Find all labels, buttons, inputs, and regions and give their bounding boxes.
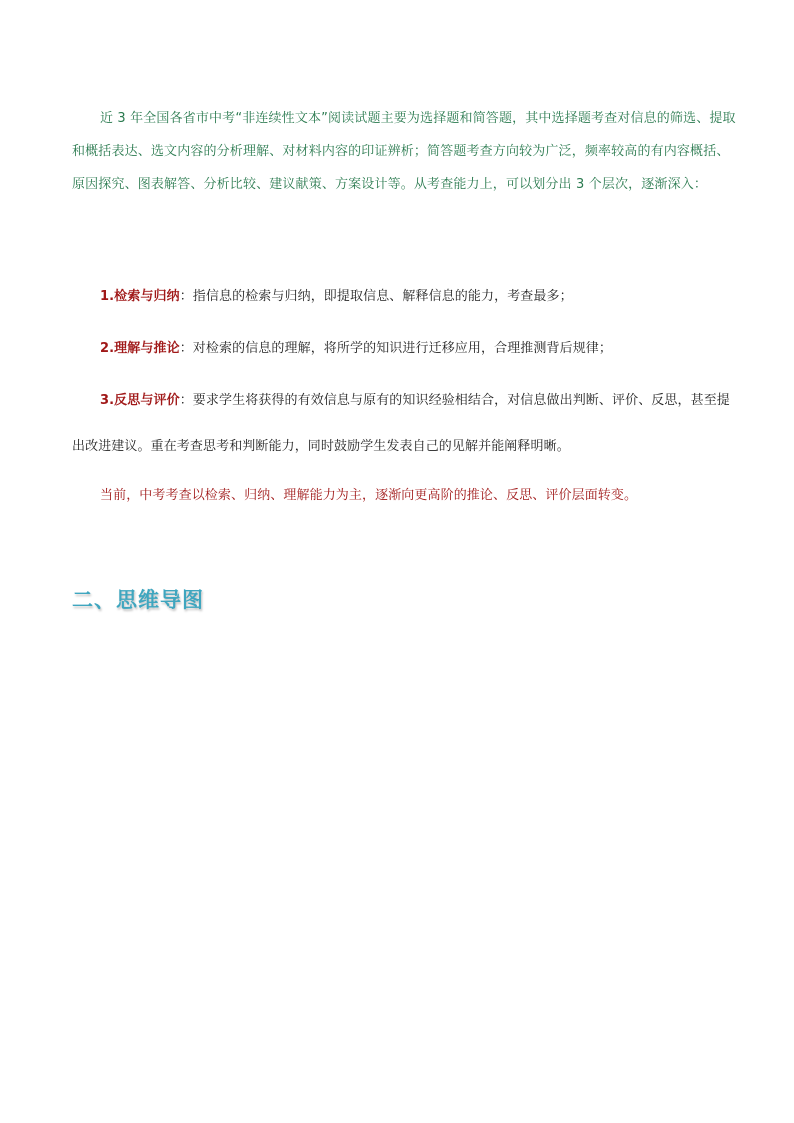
level-item-reflection: [72, 378, 742, 470]
level-item-retrieval: [72, 274, 742, 320]
level-item-inference: [72, 326, 742, 372]
level-description: ：指信息的检索与归纳，即提取信息、解释信息的能力，考查最多；: [179, 289, 573, 304]
level-label: 3.反思与评价: [100, 393, 180, 408]
section-heading-mindmap: 二、思维导图: [72, 588, 204, 612]
level-description: ：对检索的信息的理解，将所学的知识进行迁移应用，合理推测背后规律；: [179, 341, 612, 356]
intro-paragraph: 近 3 年全国各省市中考“非连续性文本”阅读试题主要为选择题和简答题，其中选择题考查对信息的筛选、提取和概括表达、选文内容的分析理解、对材料内容的印证辨析；简答题考查方向较为广泛，频率较高的有内容概括、原因探究、图表解答、分析比较、建议献策、方案设计等。从考查能力上，可以划分出 3 个层次，逐渐深入：: [72, 111, 736, 192]
level-label: 1.检索与归纳: [100, 289, 180, 304]
level-description: ：要求学生将获得的有效信息与原有的知识经验相结合，对信息做出判断、评价、反思，甚至提出改进建议。重在考查思考和判断能力，同时鼓励学生发表自己的见解并能阐释明晰。: [72, 393, 730, 454]
level-label: 2.理解与推论: [100, 341, 180, 356]
current-focus-paragraph: 当前，中考考查以检索、归纳、理解能力为主，逐渐向更高阶的推论、反思、评价层面转变。: [100, 488, 638, 503]
